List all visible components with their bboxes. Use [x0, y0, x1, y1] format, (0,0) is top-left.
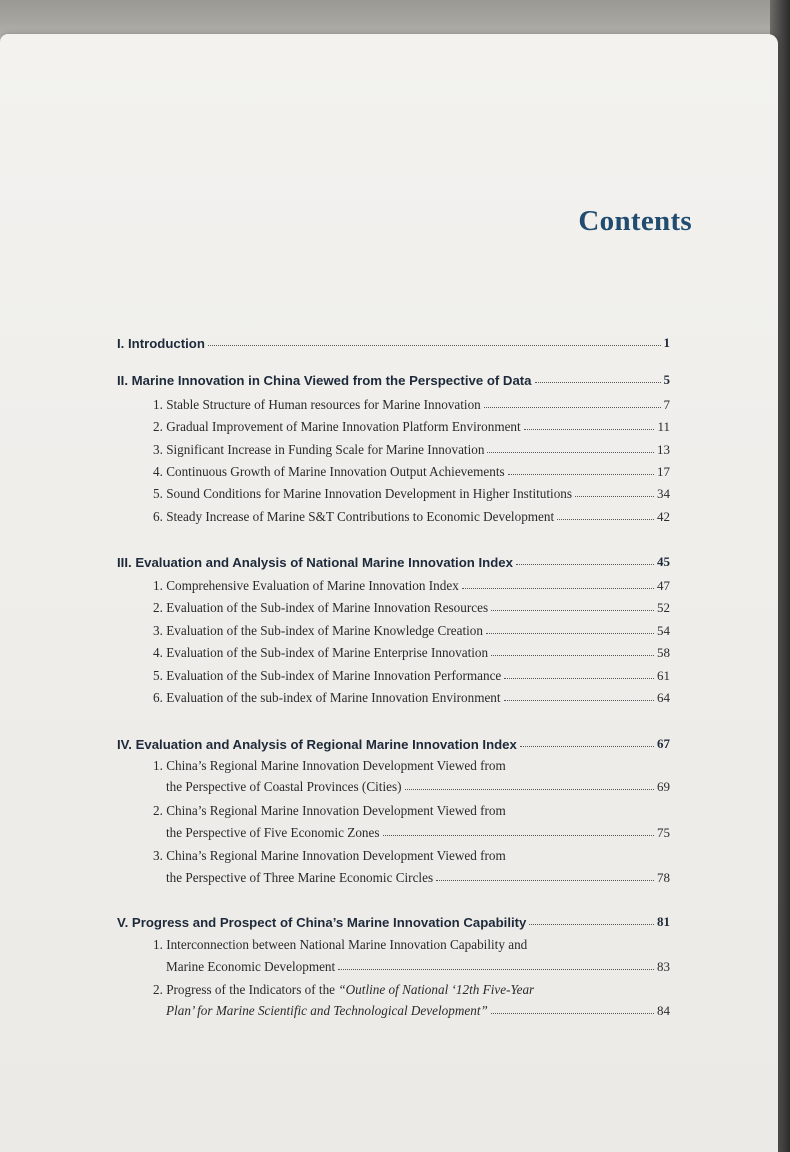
- page-number: 58: [657, 645, 670, 660]
- page-number: 5: [663, 372, 670, 387]
- leader-dots: [529, 924, 654, 925]
- section-label-line2: the Perspective of Coastal Provinces (Cities): [166, 779, 402, 794]
- page-number: 1: [663, 335, 670, 350]
- leader-dots: [504, 700, 654, 701]
- section-label-line1[interactable]: 3. China’s Regional Marine Innovation Development Viewed from: [153, 848, 506, 863]
- page-number: 84: [657, 1003, 670, 1018]
- chapter-label: IV. Evaluation and Analysis of Regional Marine Innovation Index: [117, 737, 517, 752]
- page-number: 64: [657, 690, 670, 705]
- leader-dots: [436, 880, 654, 881]
- toc-chapter-2[interactable]: [117, 372, 670, 388]
- leader-dots: [491, 610, 654, 611]
- toc-section[interactable]: [153, 486, 670, 502]
- leader-dots: [557, 519, 654, 520]
- toc-chapter-5[interactable]: [117, 914, 670, 930]
- section-label: 5. Evaluation of the Sub-index of Marine Innovation Performance: [153, 668, 502, 683]
- leader-dots: [516, 564, 654, 565]
- page-number: 67: [657, 736, 670, 751]
- toc-section[interactable]: [153, 578, 670, 594]
- page-number: 78: [657, 870, 670, 885]
- page-number: 17: [657, 464, 670, 479]
- leader-dots: [575, 496, 654, 497]
- section-label-italic: “Outline of National ‘12th Five-Year: [338, 982, 535, 997]
- section-label: 3. Significant Increase in Funding Scale for Marine Innovation: [153, 442, 485, 457]
- section-label: 6. Steady Increase of Marine S&T Contributions to Economic Development: [153, 509, 555, 524]
- toc-section[interactable]: [166, 959, 670, 975]
- page-number: 7: [663, 397, 670, 412]
- section-label-prefix: 2. Progress of the Indicators of the: [153, 982, 339, 997]
- leader-dots: [405, 789, 655, 790]
- section-label: 2. Gradual Improvement of Marine Innovation Platform Environment: [153, 419, 521, 434]
- leader-dots: [491, 1013, 654, 1014]
- leader-dots: [486, 633, 654, 634]
- toc-section[interactable]: [166, 825, 670, 841]
- chapter-label: I. Introduction: [117, 336, 205, 351]
- page-number: 61: [657, 668, 670, 683]
- page-title: Contents: [578, 205, 692, 237]
- page-number: 52: [657, 600, 670, 615]
- section-label-line2: Marine Economic Development: [166, 959, 336, 974]
- section-label-line2: the Perspective of Five Economic Zones: [166, 825, 380, 840]
- leader-dots: [524, 429, 655, 430]
- toc-section[interactable]: [166, 1003, 670, 1019]
- toc-section[interactable]: [153, 397, 670, 413]
- section-label-line1[interactable]: 1. China’s Regional Marine Innovation Development Viewed from: [153, 758, 506, 773]
- leader-dots: [504, 678, 654, 679]
- chapter-label: V. Progress and Prospect of China’s Marine Innovation Capability: [117, 915, 527, 930]
- toc-section[interactable]: [153, 623, 670, 639]
- section-label: 3. Evaluation of the Sub-index of Marine Knowledge Creation: [153, 623, 483, 638]
- toc-section[interactable]: [153, 419, 670, 435]
- section-label-line1[interactable]: [153, 982, 534, 998]
- chapter-label: III. Evaluation and Analysis of National Marine Innovation Index: [117, 555, 513, 570]
- leader-dots: [535, 382, 661, 383]
- toc-section[interactable]: [153, 442, 670, 458]
- toc-chapter-3[interactable]: [117, 554, 670, 570]
- section-label: 2. Evaluation of the Sub-index of Marine Innovation Resources: [153, 600, 489, 615]
- leader-dots: [338, 969, 654, 970]
- page-number: 34: [657, 486, 670, 501]
- toc-section[interactable]: [153, 509, 670, 525]
- toc-section[interactable]: [153, 668, 670, 684]
- leader-dots: [484, 407, 661, 408]
- toc-section[interactable]: [153, 690, 670, 706]
- page-number: 42: [657, 509, 670, 524]
- section-label: 1. Comprehensive Evaluation of Marine Innovation Index: [153, 578, 459, 593]
- page-number: 83: [657, 959, 670, 974]
- toc-section[interactable]: [153, 645, 670, 661]
- leader-dots: [508, 474, 654, 475]
- section-label-line2: the Perspective of Three Marine Economic Circles: [166, 870, 434, 885]
- page-number: 13: [657, 442, 670, 457]
- page-number: 81: [657, 914, 670, 929]
- toc-chapter-1[interactable]: [117, 335, 670, 351]
- leader-dots: [491, 655, 654, 656]
- toc-section[interactable]: [153, 600, 670, 616]
- leader-dots: [520, 746, 654, 747]
- section-label-line1[interactable]: 2. China’s Regional Marine Innovation Development Viewed from: [153, 803, 506, 818]
- section-label-line2: Plan’ for Marine Scientific and Technological Development”: [166, 1003, 488, 1018]
- toc-section[interactable]: [166, 779, 670, 795]
- section-label-line1[interactable]: 1. Interconnection between National Marine Innovation Capability and: [153, 937, 528, 952]
- page-number: 54: [657, 623, 670, 638]
- toc-section[interactable]: [153, 464, 670, 480]
- section-label: 4. Evaluation of the Sub-index of Marine Enterprise Innovation: [153, 645, 489, 660]
- page-number: 75: [657, 825, 670, 840]
- leader-dots: [487, 452, 654, 453]
- chapter-label: II. Marine Innovation in China Viewed from the Perspective of Data: [117, 373, 532, 388]
- page-number: 45: [657, 554, 670, 569]
- section-label: 5. Sound Conditions for Marine Innovation Development in Higher Institutions: [153, 486, 573, 501]
- section-label: 4. Continuous Growth of Marine Innovation Output Achievements: [153, 464, 505, 479]
- page-number: 47: [657, 578, 670, 593]
- section-label: 6. Evaluation of the sub-index of Marine Innovation Environment: [153, 690, 501, 705]
- page-number: 69: [657, 779, 670, 794]
- leader-dots: [462, 588, 654, 589]
- section-label: 1. Stable Structure of Human resources for Marine Innovation: [153, 397, 481, 412]
- leader-dots: [208, 345, 661, 346]
- leader-dots: [383, 835, 654, 836]
- page-number: 11: [657, 419, 670, 434]
- toc-section[interactable]: [166, 870, 670, 886]
- toc-chapter-4[interactable]: [117, 736, 670, 752]
